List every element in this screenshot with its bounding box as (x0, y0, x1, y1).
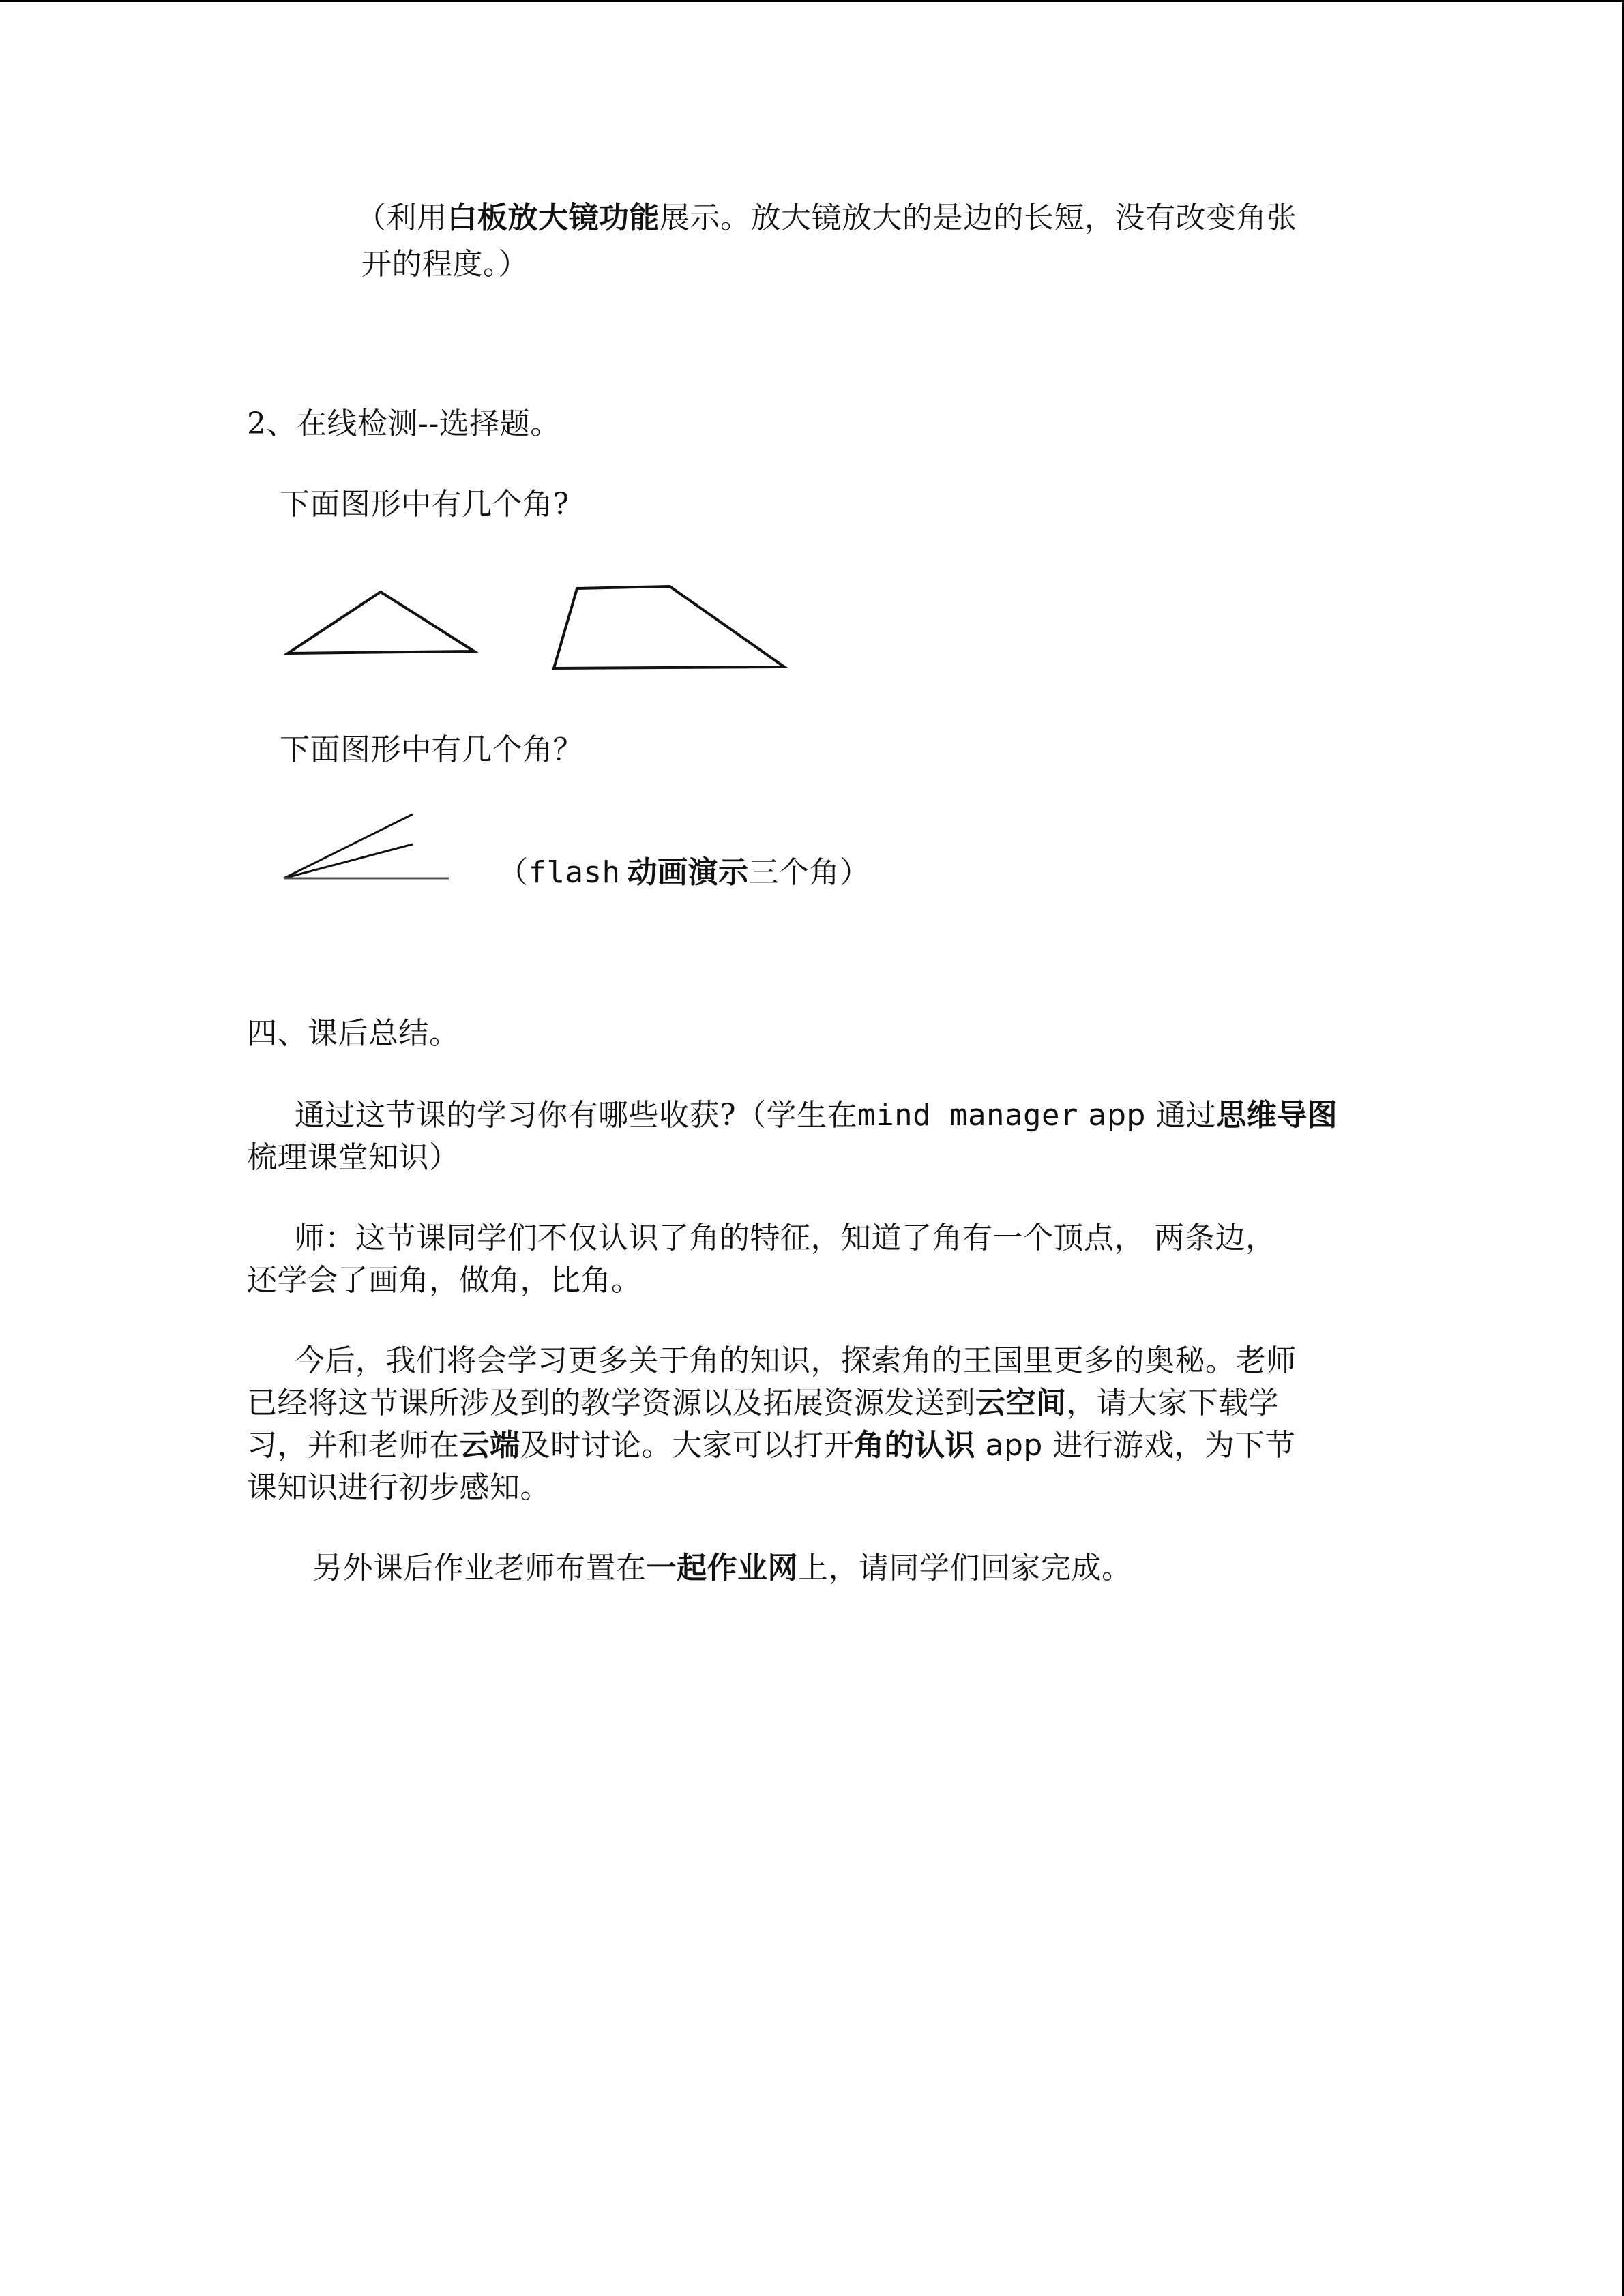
homework-bold-site: 一起作业网 (646, 1551, 798, 1585)
summary-text-d: 通过 (1155, 1098, 1217, 1133)
section4-heading: 四、课后总结。 (247, 1016, 460, 1051)
summary-text-mindmanager: mind manager (857, 1098, 1078, 1133)
future-text-d: 习，并和老师在 (247, 1428, 460, 1463)
page-top-border (0, 0, 1624, 2)
para1-text-c: 展示。放大镜放大的是边的长短，没有改变角张 (660, 200, 1297, 235)
future-bold-cloudspace: 云空间 (975, 1386, 1067, 1420)
flash-note-a: （flash (498, 855, 621, 890)
three-angles-figure (280, 811, 457, 886)
future-text-a: 已经将这节课所涉及到的教学资源以及拓展资源发送到 (247, 1386, 975, 1420)
future-text-c: ，请大家下载学 (1066, 1386, 1279, 1420)
summary-line1 (295, 1095, 1338, 1136)
para1-bold-whiteboard: 白板放大镜功能 (447, 200, 660, 235)
teacher-line2: 还学会了画角，做角，比角。 (247, 1263, 642, 1298)
para1-line1 (356, 198, 1297, 239)
summary-bold-mindmap: 思维导图 (1216, 1098, 1338, 1133)
trapezoid-figure (546, 580, 798, 675)
section2-heading: 2、在线检测--选择题。 (247, 406, 561, 441)
question2-text: 下面图形中有几个角？ (280, 732, 583, 767)
homework-line (312, 1548, 1132, 1589)
homework-text-a: 另外课后作业老师布置在 (312, 1551, 647, 1585)
flash-note-c: 三个角） (748, 855, 870, 890)
future-line1: 今后，我们将会学习更多关于角的知识，探索角的王国里更多的奥秘。老师 (295, 1343, 1297, 1378)
flash-note (498, 852, 870, 893)
future-line2 (247, 1383, 1279, 1424)
future-line3 (247, 1425, 1295, 1466)
question1-text: 下面图形中有几个角? (280, 487, 570, 522)
teacher-line1: 师：这节课同学们不仅认识了角的特征，知道了角有一个顶点， 两条边， (295, 1221, 1276, 1255)
future-text-f: 进行游戏，为下节 (1052, 1428, 1296, 1463)
future-text-e: 及时讨论。大家可以打开 (520, 1428, 854, 1463)
summary-line2: 梳理课堂知识） (247, 1140, 460, 1175)
summary-text-app: app (1088, 1098, 1146, 1133)
flash-note-bold: 动画演示 (627, 855, 749, 890)
para1-line2: 开的程度。） (361, 247, 529, 282)
triangle-figure (280, 585, 484, 660)
future-text-app: app (985, 1428, 1043, 1463)
future-bold-cloud: 云端 (459, 1428, 520, 1463)
para1-text-a: （利用 (356, 200, 447, 235)
future-line4: 课知识进行初步感知。 (247, 1470, 550, 1505)
future-bold-angle-app: 角的认识 (854, 1428, 975, 1463)
summary-text-a: 通过这节课的学习你有哪些收获?（学生在 (295, 1098, 858, 1133)
homework-text-c: 上，请同学们回家完成。 (798, 1551, 1132, 1585)
